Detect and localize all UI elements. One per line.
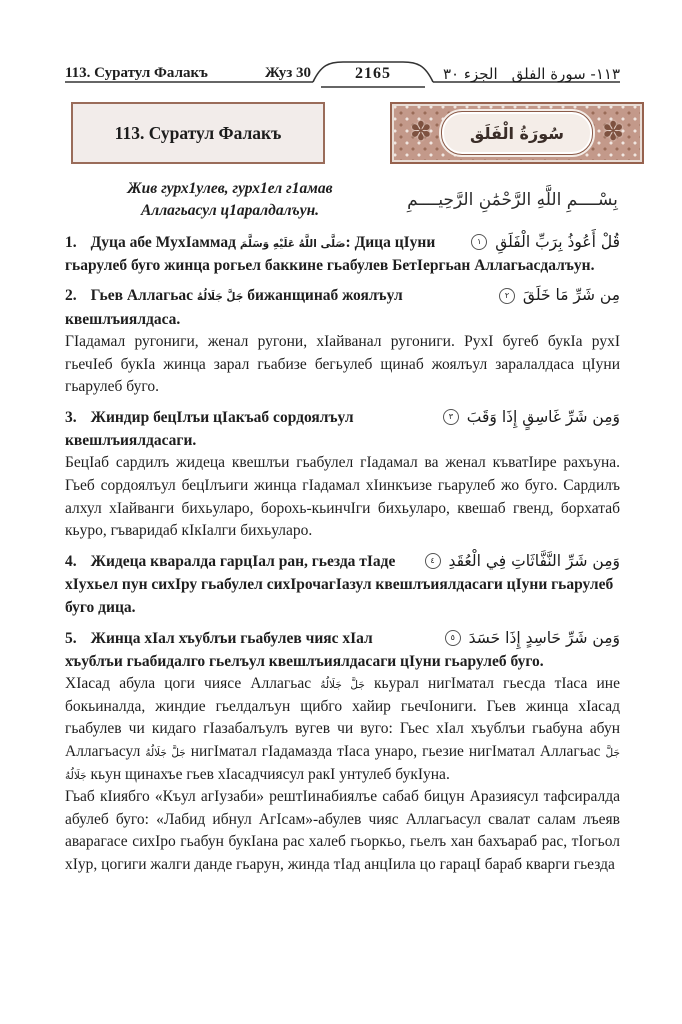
surah-title-row bbox=[65, 102, 624, 162]
surah-name-cartouche bbox=[441, 111, 593, 155]
verse-block-4 bbox=[65, 550, 620, 620]
ayah-end-marker: ٢ bbox=[499, 288, 515, 304]
ayah-arabic-text: وَمِن شَرِّ غَاسِقٍ إِذَا وَقَبَ bbox=[466, 407, 620, 426]
verse-block-5 bbox=[65, 627, 620, 877]
verse-number: 4. bbox=[65, 552, 77, 570]
commentary-paragraph: ГIадамал ругониги, женал ругони, хIайванал ругониги. РухI бугеб букIа рухI гьечIеб букIа жинца зарал гьабизе бегьулеб щинаб жоялъул заралалдаса цIуни гьарулеб буго. bbox=[65, 332, 620, 396]
verse-number: 3. bbox=[65, 408, 77, 426]
header-juz-cyrillic: Жуз 30 bbox=[265, 65, 311, 81]
commentary-paragraph: БецIаб сардилъ жидеца квешлъи гьабулел гIадамал ва женал къватIире рахъуна. Гьеб сордоялъул бецIлъиги жинца гIадамал хIинкъизе гьарулеб жо буго. Сардилъ алхул хIайванги бихьуларо, борохь-кьинчIги бихьуларо, квешаб гвенд, борхатаб кьуро, гъваридаб кIкIалги бихьуларо. bbox=[65, 454, 620, 540]
ayah-arabic bbox=[499, 286, 620, 304]
invocation-line2: Аллагьасул ц1аралдалъун. bbox=[140, 202, 320, 220]
verse-translation: Гьев Аллагьас جَلَّ جَلَالُهُ бижанщинаб жоялъул квешлъиялдаса. bbox=[65, 287, 403, 328]
verse-number: 1. bbox=[65, 233, 77, 251]
invocation-row bbox=[65, 178, 620, 223]
page-number: 2165 bbox=[355, 65, 391, 82]
ayah-arabic-text: قُلْ أَعُوذُ بِرَبِّ الْفَلَقِ bbox=[495, 232, 620, 251]
verse-translation: Жиндир бецIлъи цIакъаб сордоялъул квешлъиялдасаги. bbox=[65, 408, 354, 450]
verse-block-3 bbox=[65, 406, 620, 543]
ayah-arabic-text: وَمِن شَرِّ حَاسِدٍ إِذَا حَسَدَ bbox=[468, 628, 620, 647]
commentary-paragraph: Гьаб кIиябго «Къул агIузаби» рештIинабиялъе сабаб бицун Аразиясул тафсиралда абулеб буго: «Лабид ибнул АгIсам»-абулев чияс Аллагьасул свалат салам лъеяв аварагасе сихIро гьабун букIана рас халеб гьоркьо, гьелъ хан бахъараб рас, тIогьол хIур, цогиги жалги данде гьарун, жинда тIад анцIила цо гарацI бараб кварги гьезда bbox=[65, 788, 620, 874]
verse-block-2 bbox=[65, 284, 620, 398]
ayah-end-marker: ٥ bbox=[445, 630, 461, 646]
header-juz-arabic: الجزء ٣٠ bbox=[443, 65, 498, 83]
surah-ornament-frame bbox=[390, 102, 644, 164]
ayah-arabic bbox=[471, 233, 620, 251]
ayah-end-marker: ٤ bbox=[425, 553, 441, 569]
verse-block-1 bbox=[65, 231, 620, 278]
verse-translation: Жидеца кваралда гарцIал ран, гьезда тIаде хIухьел пун сихIру гьабулел сихIрочагIазул квешлъиялдасаги цIуни гьарулеб буго дица. bbox=[65, 552, 614, 617]
verse-translation: Жинца хIал хъублъи гьабулев чияс хIал хъублъи гьабидалго гьелъул квешлъиялдасаги цIуни гьарулеб буго. bbox=[65, 629, 544, 670]
rosette-icon: ✽ bbox=[602, 116, 624, 146]
header-surah-title-arabic: ١١٣- سورة الفلق bbox=[511, 65, 620, 83]
ayah-arabic bbox=[443, 408, 620, 426]
ayah-arabic bbox=[445, 629, 620, 647]
verse-number: 5. bbox=[65, 629, 77, 647]
ayah-arabic-text: وَمِن شَرِّ النَّفَّاثَاتِ فِي الْعُقَدِ bbox=[448, 551, 620, 570]
ayah-arabic bbox=[425, 552, 620, 570]
invocation-line1: Жив гурх1улев, гурх1ел г1амав bbox=[127, 180, 333, 197]
surah-name-arabic: سُورَةُ الْفَلَق bbox=[470, 123, 564, 143]
verses-section bbox=[65, 231, 620, 877]
verse-number: 2. bbox=[65, 287, 77, 305]
commentary-paragraph: ХIасад абула цоги чиясе Аллагьас جَلَّ جَلَالُهُ кьурал нигIматал гьесда тIаса ине бокьиналда, жиндие гьелдалъун щибго хайир гьечIониги. Гьев жинца хIасад гьабулев чи кидаго гIазабалъулъ вугев чи вуго: Гьес хIал хъублъи гьабуна абун Аллагьасул جَلَّ جَلَالُهُ нигIматал гIадамазда тIаса унаро, гьезие нигIматал Аллагьас جَلَّ جَلَالُهُ кьун щинахъе гьев хIасадчиясул ракI унтулеб букIуна. bbox=[65, 675, 620, 783]
ayah-end-marker: ٣ bbox=[443, 409, 459, 425]
surah-title-box: 113. Суратул Фалакъ bbox=[71, 102, 325, 164]
basmala-arabic: بِسْــــمِ اللَّهِ الرَّحْمَٰنِ الرَّحِيــــمِ bbox=[407, 190, 618, 211]
invocation-text bbox=[65, 178, 395, 223]
page-header bbox=[65, 50, 620, 90]
header-surah-title-cyrillic: 113. Суратул Фалакъ bbox=[65, 65, 208, 81]
ayah-end-marker: ١ bbox=[471, 234, 487, 250]
ayah-arabic-text: مِن شَرِّ مَا خَلَقَ bbox=[522, 286, 620, 305]
verse-translation: Дуца абе МухIаммад صَلَّى اللَّهُ عَلَيْهِ وَسَلَّمَ: Дица цIуни гьарулеб буго жинца рогьел баккине гьабулев БетIергьан Аллагьасдалъун. bbox=[65, 233, 595, 275]
rosette-icon: ✽ bbox=[410, 116, 432, 146]
